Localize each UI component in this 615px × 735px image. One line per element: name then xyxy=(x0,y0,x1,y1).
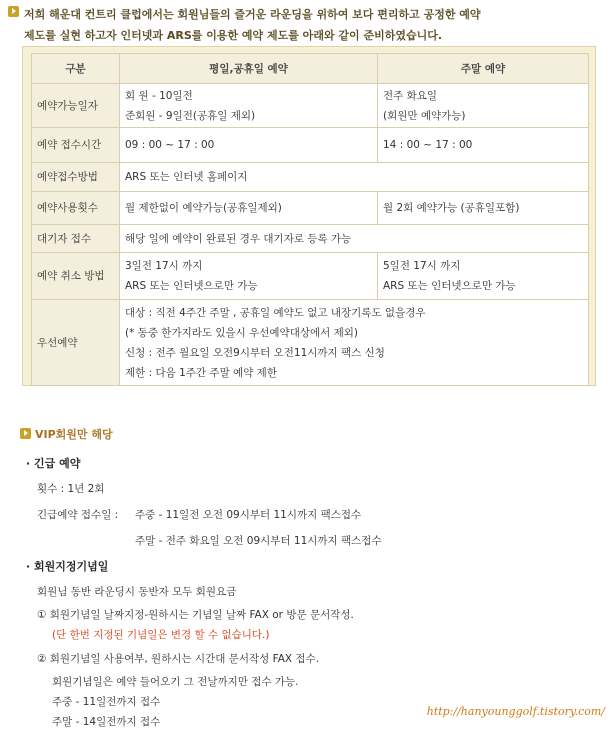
row-label: 예약접수방법 xyxy=(32,163,120,192)
anniversary-sub-3: 주말 - 14일전까지 접수 xyxy=(52,716,161,728)
anniversary-warning: (단 한번 지정된 기념일은 변경 할 수 없습니다.) xyxy=(52,629,270,641)
cell-line: 준회원 - 9일전(공휴일 제외) xyxy=(125,109,256,122)
cell-line: 회 원 - 10일전 xyxy=(125,89,193,102)
table-row xyxy=(32,225,589,253)
row-label: 예약사용횟수 xyxy=(32,192,120,225)
table-row xyxy=(32,300,589,386)
row-label: 예약 접수시간 xyxy=(32,128,120,163)
urgent-count: 횟수 : 1년 2회 xyxy=(37,483,105,495)
reservation-table xyxy=(31,53,589,386)
cell xyxy=(378,84,589,128)
table-row xyxy=(32,192,589,225)
row-label: 우선예약 xyxy=(32,300,120,386)
cell-line: (회원만 예약가능) xyxy=(383,109,466,122)
cell xyxy=(120,253,378,300)
cell: 월 제한없이 예약가능(공휴일제외) xyxy=(120,192,378,225)
vip-title-text: VIP회원만 해당 xyxy=(35,428,113,441)
arrow-bullet-icon xyxy=(8,6,19,17)
anniversary-sub-1: 회원기념일은 예약 들어오기 그 전날까지만 접수 가능. xyxy=(52,676,299,688)
cell-line: 3일전 17시 까지 xyxy=(125,260,203,272)
vip-section-title xyxy=(20,426,113,442)
cell: 09 : 00 ~ 17 : 00 xyxy=(120,128,378,163)
anniversary-note: 회원님 동반 라운딩시 동반자 모두 회원요금 xyxy=(37,586,237,598)
cell-line: ARS 또는 인터넷으로만 가능 xyxy=(383,280,516,292)
table-row xyxy=(32,128,589,163)
table-row xyxy=(32,253,589,300)
intro-line-1: 저희 해운대 컨트리 클럽에서는 회원님들의 즐거운 라운딩을 위하여 보다 편리하고 공정한 예약 xyxy=(24,8,481,21)
arrow-bullet-icon xyxy=(20,428,31,439)
anniversary-item-1: ① 회원기념일 날짜지정-원하시는 기념일 날짜 FAX or 방문 문서작성. xyxy=(37,609,354,621)
cell-line: 5일전 17시 까지 xyxy=(383,260,461,272)
cell: 14 : 00 ~ 17 : 00 xyxy=(378,128,589,163)
table-header-row xyxy=(32,54,589,84)
intro xyxy=(8,4,604,46)
header-weekday: 평일,공휴일 예약 xyxy=(120,54,378,84)
row-label: 예약 취소 방법 xyxy=(32,253,120,300)
watermark-url: http://hanyounggolf.tistory.com/ xyxy=(426,705,605,718)
header-weekend: 주말 예약 xyxy=(378,54,589,84)
header-category: 구분 xyxy=(32,54,120,84)
cell-line: 제한 : 다음 1주간 주말 예약 제한 xyxy=(125,366,277,379)
table-row xyxy=(32,163,589,192)
cell-line: 대상 : 직전 4주간 주말 , 공휴일 예약도 없고 내장기록도 없을경우 xyxy=(125,306,426,319)
cell: 해당 일에 예약이 완료된 경우 대기자로 등록 가능 xyxy=(120,225,589,253)
row-label: 대기자 접수 xyxy=(32,225,120,253)
intro-line-2: 제도를 실현 하고자 인터넷과 ARS를 이용한 예약 제도를 아래와 같이 준비하였습니다. xyxy=(24,29,443,42)
cell-line: 전주 화요일 xyxy=(383,89,438,102)
cell xyxy=(120,84,378,128)
cell xyxy=(378,253,589,300)
cell: 월 2회 예약가능 (공휴일포함) xyxy=(378,192,589,225)
anniversary-item-2: ② 회원기념일 사용여부, 원하시는 시간대 문서작성 FAX 접수. xyxy=(37,653,320,665)
table-row xyxy=(32,84,589,128)
urgent-reception-label: 긴급예약 접수일 : xyxy=(37,509,119,521)
anniversary-sub-2: 주중 - 11일전까지 접수 xyxy=(52,696,161,708)
urgent-weekday: 주중 - 11일전 오전 09시부터 11시까지 팩스접수 xyxy=(135,509,362,521)
cell-line: ARS 또는 인터넷으로만 가능 xyxy=(125,280,258,292)
anniversary-heading: · 회원지정기념일 xyxy=(26,560,109,573)
urgent-weekend: 주말 - 전주 화요일 오전 09시부터 11시까지 팩스접수 xyxy=(135,535,382,547)
urgent-heading: · 긴급 예약 xyxy=(26,457,81,470)
cell: ARS 또는 인터넷 홈페이지 xyxy=(120,163,589,192)
cell-line: (* 동중 한가지라도 있을시 우선예약대상에서 제외) xyxy=(125,326,358,339)
cell xyxy=(120,300,589,386)
cell-line: 신청 : 전주 월요일 오전9시부터 오전11시까지 팩스 신청 xyxy=(125,346,385,359)
row-label: 예약가능일자 xyxy=(32,84,120,128)
